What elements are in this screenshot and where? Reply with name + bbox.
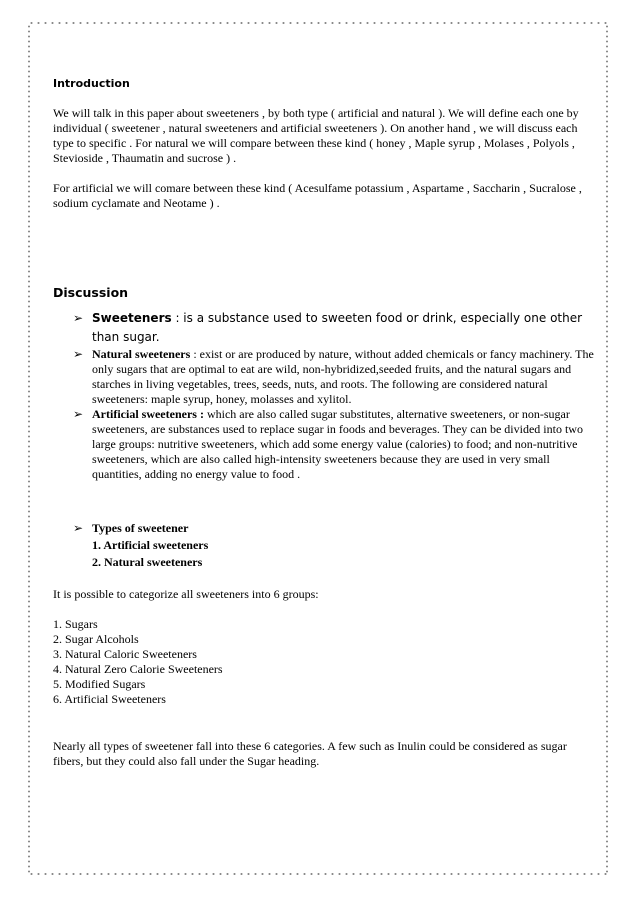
groups-list xyxy=(53,617,598,707)
closing-paragraph: Nearly all types of sweetener fall into these 6 categories. A few such as Inulin could be considered as sugar fibers, but they could also fall under the Sugar heading. xyxy=(53,739,567,768)
definition-sweeteners: ➢ Sweeteners : is a substance used to sweeten food or drink, especially one other than sugar. xyxy=(73,311,583,344)
document-body xyxy=(53,76,598,769)
introduction-heading: Introduction xyxy=(53,77,130,90)
introduction-paragraph-2: For artificial we will comare between these kind ( Acesulfame potassium , Aspartame , Saccharin , Sucralose , sodium cyclamate and Neotame ) . xyxy=(53,181,582,210)
arrow-bullet-icon: ➢ xyxy=(73,407,84,421)
type-item: 2. Natural sweeteners xyxy=(92,555,203,569)
definition-text: : exist or are produced by nature, without added chemicals or fancy machinery. The only sugars that are optimal to eat are wild, non-hybridized,seeded fruits, and the natural sugars and starches in living vegetables, trees, seeds, nuts, and roots. The following are considered natural sweeteners: maple syrup, honey, molasses and xylitol. xyxy=(92,347,594,406)
definition-term: Natural sweeteners xyxy=(92,347,191,361)
definition-text: which are also called sugar substitutes, alternative sweeteners, or non-sugar sweeteners, are substances used to replace sugar in foods and beverages. They can be divided into two large groups: nutritive sweeteners, which add some energy value (calories) to food; and non-nutritive sweeteners, which are also called high-intensity sweeteners because they are used in very small quantities, adding no energy value to food . xyxy=(92,407,583,481)
type-item: 1. Artificial sweeteners xyxy=(92,538,209,552)
definition-artificial-sweeteners xyxy=(73,407,598,482)
page-border-left xyxy=(27,24,31,874)
page-border-top xyxy=(28,20,610,26)
definition-term: Sweeteners xyxy=(92,311,172,325)
page-border-bottom xyxy=(28,871,610,877)
group-item: 5. Modified Sugars xyxy=(53,677,146,691)
group-item: 3. Natural Caloric Sweeteners xyxy=(53,647,197,661)
arrow-bullet-icon: ➢ xyxy=(73,521,84,535)
definition-text: is a substance used to sweeten food or drink, especially one other than sugar. xyxy=(92,311,583,344)
definition-term: Artificial sweeteners : xyxy=(92,407,204,421)
types-list xyxy=(53,520,598,571)
introduction-paragraph-1: We will talk in this paper about sweeteners , by both type ( artificial and natural ). We will define each one by individual ( sweetener , natural sweeteners and artificial sweeteners ). On another hand , we will discuss each type to specific . For natural we will compare between these kind ( honey , Maple syrup , Molases , Polyols , Stevioside , Thaumatin and sucrose ) . xyxy=(53,106,579,165)
group-item: 1. Sugars xyxy=(53,617,98,631)
group-item: 4. Natural Zero Calorie Sweeteners xyxy=(53,662,223,676)
definition-natural-sweeteners xyxy=(73,347,598,407)
page-border-right xyxy=(605,24,609,874)
arrow-bullet-icon: ➢ xyxy=(73,311,84,325)
types-heading: ➢ Types of sweetener xyxy=(73,521,189,535)
group-item: 6. Artificial Sweeteners xyxy=(53,692,166,706)
definitions-list xyxy=(53,309,598,482)
group-item: 2. Sugar Alcohols xyxy=(53,632,139,646)
groups-intro: It is possible to categorize all sweeteners into 6 groups: xyxy=(53,587,319,601)
discussion-heading: Discussion xyxy=(53,285,129,300)
arrow-bullet-icon: ➢ xyxy=(73,347,84,361)
